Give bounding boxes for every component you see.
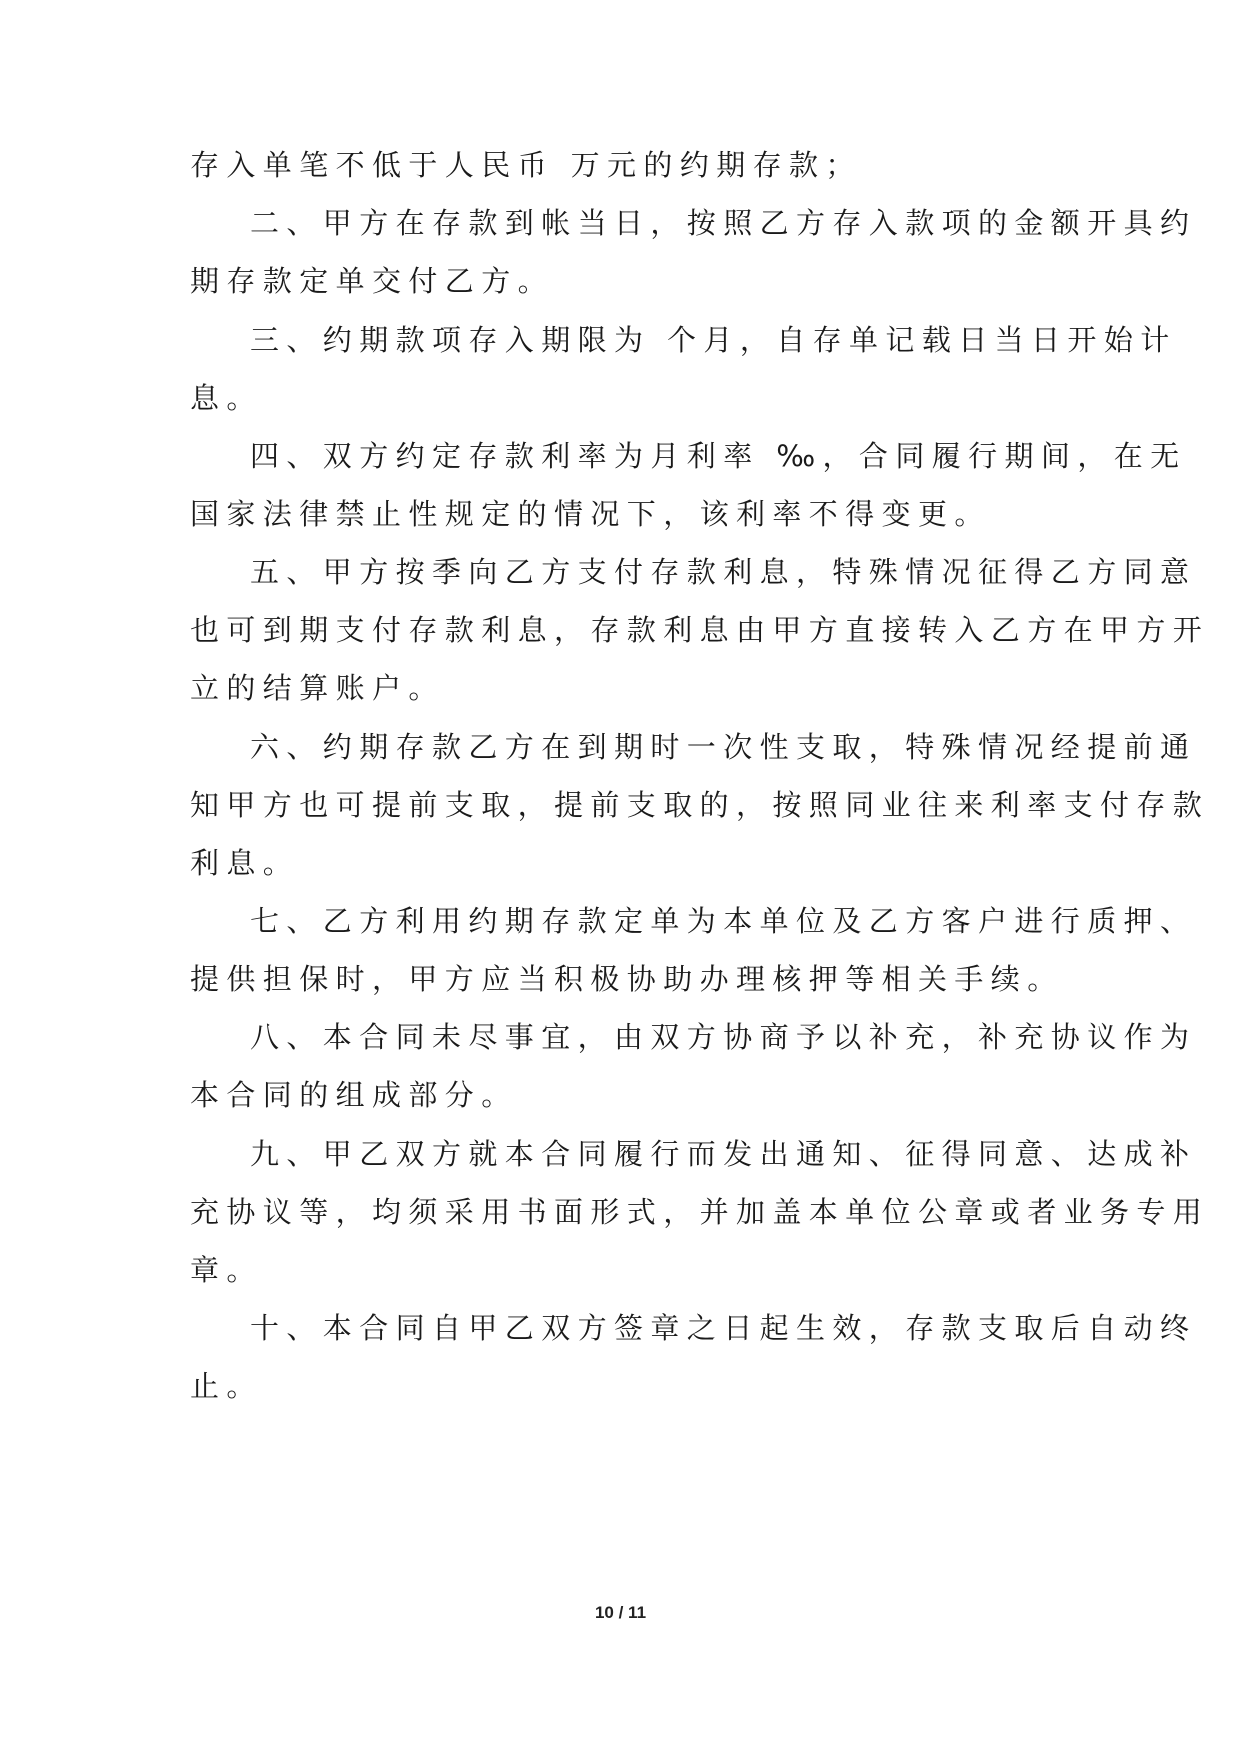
text-line: 三、约期款项存入期限为 个月，自存单记载日当日开始计 [250,323,1177,357]
text-line: 十、本合同自甲乙双方签章之日起生效，存款支取后自动终 [250,1311,1197,1345]
text-line: 存入单笔不低于人民币 万元的约期存款； [190,148,862,182]
text-line: 七、乙方利用约期存款定单为本单位及乙方客户进行质押、 [250,904,1197,938]
text-line: 八、本合同未尽事宜，由双方协商予以补充，补充协议作为 [250,1020,1197,1054]
text-line: 期存款定单交付乙方。 [190,264,555,298]
text-line: 提供担保时，甲方应当积极协助办理核押等相关手续。 [190,962,1064,996]
text-line: 充协议等，均须采用书面形式，并加盖本单位公章或者业务专用 [190,1195,1210,1229]
text-line: 息。 [190,381,263,415]
text-line: 四、双方约定存款利率为月利率 ‰，合同履行期间，在无 [250,439,1187,473]
page-number: 10 / 11 [594,1603,647,1622]
text-line: 六、约期存款乙方在到期时一次性支取，特殊情况经提前通 [250,730,1197,764]
text-line: 也可到期支付存款利息，存款利息由甲方直接转入乙方在甲方开 [190,613,1210,647]
text-line: 知甲方也可提前支取，提前支取的，按照同业往来利率支付存款 [190,788,1210,822]
text-line: 二、甲方在存款到帐当日，按照乙方存入款项的金额开具约 [250,206,1197,240]
text-line: 立的结算账户。 [190,671,445,705]
text-line: 章。 [190,1253,263,1287]
text-line: 九、甲乙双方就本合同履行而发出通知、征得同意、达成补 [250,1137,1197,1171]
text-line: 五、甲方按季向乙方支付存款利息，特殊情况征得乙方同意 [250,555,1197,589]
text-line: 利息。 [190,846,300,880]
text-line: 国家法律禁止性规定的情况下，该利率不得变更。 [190,497,991,531]
text-line: 本合同的组成部分。 [190,1078,518,1112]
text-line: 止。 [190,1369,263,1403]
